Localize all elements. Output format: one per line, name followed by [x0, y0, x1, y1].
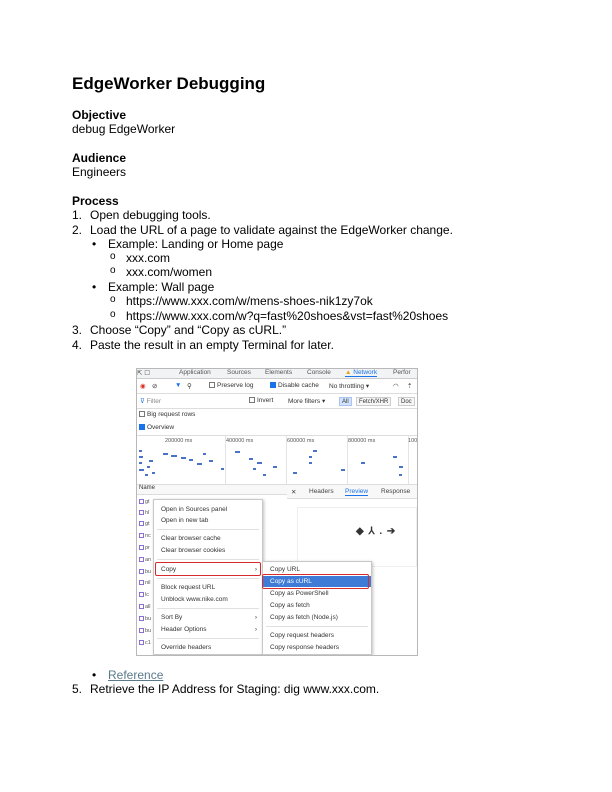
big-request-rows-option[interactable]	[137, 411, 417, 423]
tab-performance[interactable]: Perfor	[393, 369, 411, 376]
step-text: Retrieve the IP Address for Staging: dig www.xxx.com.	[90, 682, 380, 696]
menu-item-sort-label: Sort By	[161, 614, 183, 621]
timeline-bar	[209, 460, 213, 462]
record-icon[interactable]: ◉	[140, 383, 146, 390]
context-menu	[153, 499, 263, 655]
example-item: https://www.xxx.com/w?q=fast%20shoes&vst=fast%20shoes	[126, 309, 449, 323]
timeline-bar	[163, 453, 168, 455]
request-name: gt	[145, 499, 150, 505]
request-name: lc	[145, 592, 149, 598]
menu-item-copy-url[interactable]: Copy URL	[270, 566, 300, 573]
request-type-icon	[139, 510, 144, 515]
timeline-bar	[145, 474, 148, 476]
filter-input[interactable]	[140, 397, 161, 405]
request-row[interactable]	[139, 604, 151, 610]
timeline-tick: 800000 ms	[348, 438, 376, 444]
request-type-icon	[139, 616, 144, 621]
request-row[interactable]	[139, 521, 150, 527]
throttling-label: No throttling	[329, 383, 365, 390]
checkbox-icon	[249, 397, 255, 403]
menu-item-clear-cookies[interactable]: Clear browser cookies	[161, 547, 226, 554]
checkbox-checked-icon	[270, 382, 276, 388]
timeline-bar	[257, 462, 262, 464]
timeline-tick: 600000 ms	[287, 438, 315, 444]
request-row[interactable]	[139, 580, 151, 586]
filter-all-button[interactable]: All	[339, 397, 352, 406]
timeline-bar	[235, 451, 240, 453]
menu-divider	[157, 578, 259, 579]
audience-heading: Audience	[72, 151, 127, 165]
request-name: gt	[145, 521, 150, 527]
timeline-bar	[139, 469, 144, 471]
timeline-bar	[139, 450, 142, 452]
menu-item-override-headers[interactable]: Override headers	[161, 644, 212, 651]
request-type-icon	[139, 580, 144, 585]
filter-icon[interactable]: ▼	[175, 382, 182, 389]
step-number: 5.	[72, 682, 83, 696]
name-column-header[interactable]: Name	[137, 485, 287, 495]
timeline-bar	[197, 463, 202, 465]
menu-item-copy-as-fetch-node[interactable]: Copy as fetch (Node.js)	[270, 614, 338, 621]
menu-item-copy-as-fetch[interactable]: Copy as fetch	[270, 602, 310, 609]
request-row[interactable]	[139, 616, 151, 622]
step-text: Choose “Copy” and “Copy as cURL.”	[90, 323, 287, 337]
preserve-log-label: Preserve log	[217, 382, 254, 389]
invert-label: Invert	[257, 397, 274, 404]
request-row[interactable]	[139, 569, 151, 575]
menu-item-header-options[interactable]	[154, 624, 262, 635]
menu-item-copy-label: Copy	[161, 566, 177, 573]
search-icon[interactable]: ⚲	[187, 383, 192, 390]
timeline-bar	[253, 468, 256, 470]
audience-text: Engineers	[72, 165, 127, 179]
tab-inspect[interactable]: ⇱ ☐	[137, 370, 151, 377]
disable-cache-label: Disable cache	[278, 382, 319, 389]
request-type-icon	[139, 521, 144, 526]
copy-as-curl-highlight-outline	[262, 574, 369, 589]
request-detail-tabs	[287, 485, 417, 499]
request-name: pr	[145, 545, 150, 551]
timeline-bar	[171, 455, 177, 457]
menu-item-open-in-sources[interactable]: Open in Sources panel	[161, 506, 228, 513]
tab-network[interactable]	[345, 369, 377, 377]
menu-divider	[157, 608, 259, 609]
request-type-icon	[139, 545, 144, 550]
timeline-bar	[341, 469, 345, 471]
timeline-bar	[203, 453, 206, 455]
timeline-tick: 100	[408, 438, 418, 444]
tab-preview[interactable]: Preview	[345, 488, 369, 495]
circle-bullet-icon: o	[110, 251, 116, 262]
request-name: nil	[145, 580, 151, 586]
request-name: bu	[145, 616, 152, 622]
checkbox-icon	[209, 382, 215, 388]
tab-network-label: Network	[353, 369, 378, 376]
request-row[interactable]	[139, 592, 149, 598]
menu-item-copy-as-powershell[interactable]: Copy as PowerShell	[270, 590, 329, 597]
step-number: 2.	[72, 223, 83, 237]
request-row[interactable]	[139, 499, 150, 505]
request-type-icon	[139, 569, 144, 574]
tab-response[interactable]: Response	[381, 488, 411, 495]
request-name: hl	[145, 510, 150, 516]
circle-bullet-icon: o	[110, 294, 116, 305]
filter-doc-button[interactable]: Doc	[398, 397, 415, 406]
request-type-icon	[139, 557, 144, 562]
step-number: 4.	[72, 338, 83, 352]
timeline-bar	[147, 466, 150, 468]
request-row[interactable]	[139, 640, 151, 646]
request-type-icon	[139, 499, 144, 504]
menu-item-open-in-new-tab[interactable]: Open in new tab	[161, 517, 209, 524]
menu-item-sort-by[interactable]	[154, 612, 262, 623]
copy-highlight-outline	[155, 562, 261, 576]
request-name: c1	[145, 640, 151, 646]
example-item: xxx.com/women	[126, 265, 213, 279]
upload-icon[interactable]: ⇡	[407, 383, 413, 390]
timeline-bar	[139, 456, 143, 458]
timeline-bar	[293, 472, 297, 474]
request-row[interactable]	[139, 533, 151, 539]
menu-item-unblock[interactable]: Unblock www.nike.com	[161, 596, 228, 603]
network-toolbar	[137, 379, 417, 394]
bullet-icon: •	[92, 237, 97, 251]
timeline-tick: 200000 ms	[165, 438, 193, 444]
request-type-icon	[139, 533, 144, 538]
menu-divider	[266, 626, 368, 627]
timeline-bar	[249, 458, 253, 460]
close-icon[interactable]: ✕	[291, 489, 297, 496]
invert-checkbox[interactable]	[249, 397, 273, 404]
menu-divider	[157, 638, 259, 639]
circle-bullet-icon: o	[110, 265, 116, 276]
menu-divider	[157, 559, 259, 560]
tab-headers[interactable]: Headers	[309, 488, 334, 495]
request-row[interactable]	[139, 545, 150, 551]
menu-item-copy-request-headers[interactable]: Copy request headers	[270, 632, 334, 639]
tab-console[interactable]: Console	[307, 369, 331, 376]
request-name: bu	[145, 569, 152, 575]
menu-divider	[157, 529, 259, 530]
process-heading: Process	[72, 194, 119, 208]
step-text: Load the URL of a page to validate against the EdgeWorker change.	[90, 223, 453, 237]
timeline-bar	[152, 472, 155, 474]
circle-bullet-icon: o	[110, 309, 116, 320]
network-overview-timeline[interactable]	[137, 435, 417, 485]
checkbox-icon	[139, 411, 145, 417]
reference-link[interactable]: Reference	[108, 668, 164, 682]
request-name: an	[145, 557, 152, 563]
timeline-bar	[313, 450, 317, 452]
chevron-right-icon: ›	[254, 566, 257, 573]
tab-elements[interactable]: Elements	[265, 369, 293, 376]
request-name: all	[145, 604, 151, 610]
timeline-bar	[181, 457, 186, 459]
timeline-bar	[273, 466, 277, 468]
menu-item-header-options-label: Header Options	[161, 626, 207, 633]
objective-heading: Objective	[72, 108, 127, 122]
preserve-log-checkbox[interactable]	[209, 382, 254, 389]
warning-icon: ▲	[345, 369, 352, 376]
overview-label: Overview	[147, 424, 175, 431]
request-name: bu	[145, 628, 152, 634]
request-row[interactable]	[139, 557, 151, 563]
request-row[interactable]	[139, 510, 149, 516]
step-number: 1.	[72, 208, 83, 222]
example-label: Example: Landing or Home page	[108, 237, 284, 251]
timeline-bar	[139, 462, 142, 464]
tab-sources[interactable]: Sources	[227, 369, 251, 376]
request-type-icon	[139, 592, 144, 597]
filter-placeholder: Filter	[146, 398, 162, 405]
example-item: xxx.com	[126, 251, 171, 265]
preview-pane	[297, 507, 417, 567]
timeline-bar	[189, 459, 193, 461]
request-type-icon	[139, 628, 144, 633]
timeline-tick: 400000 ms	[226, 438, 254, 444]
bullet-icon: •	[92, 280, 97, 294]
request-type-icon	[139, 640, 144, 645]
timeline-bar	[149, 460, 153, 462]
brand-logo-preview: ◆ ⅄ . ➔	[356, 526, 397, 537]
example-label: Example: Wall page	[108, 280, 215, 294]
step-text: Open debugging tools.	[90, 208, 211, 222]
tab-application[interactable]: Application	[179, 369, 211, 376]
request-name: nc	[145, 533, 151, 539]
example-item: https://www.xxx.com/w/mens-shoes-nik1zy7ok	[126, 294, 373, 308]
network-filter-bar	[137, 394, 417, 409]
clear-icon[interactable]: ⊘	[152, 383, 158, 390]
request-row[interactable]	[139, 628, 151, 634]
filter-funnel-icon: ⊽	[140, 398, 145, 405]
filter-fetch-button[interactable]: Fetch/XHR	[356, 397, 391, 406]
request-type-icon	[139, 604, 144, 609]
checkbox-checked-icon	[139, 424, 145, 430]
timeline-bar	[309, 456, 312, 458]
timeline-bar	[399, 474, 402, 476]
step-text: Paste the result in an empty Terminal for later.	[90, 338, 334, 352]
timeline-bar	[309, 462, 312, 464]
step-number: 3.	[72, 323, 83, 337]
timeline-bar	[221, 468, 224, 470]
timeline-bar	[361, 462, 365, 464]
page-title: EdgeWorker Debugging	[72, 74, 266, 93]
timeline-bar	[399, 466, 403, 468]
more-filters-dropdown[interactable]: More filters ▾	[288, 398, 326, 405]
menu-item-clear-cache[interactable]: Clear browser cache	[161, 535, 221, 542]
timeline-bar	[263, 474, 266, 476]
menu-item-copy-response-headers[interactable]: Copy response headers	[270, 644, 340, 651]
wifi-icon[interactable]: ◠	[393, 383, 399, 390]
chevron-right-icon: ›	[254, 626, 257, 633]
menu-item-block-url[interactable]: Block request URL	[161, 584, 216, 591]
menu-item-copy-as-curl[interactable]: Copy as cURL	[263, 576, 371, 587]
timeline-bar	[393, 456, 397, 458]
devtools-screenshot	[136, 368, 418, 656]
objective-text: debug EdgeWorker	[72, 122, 176, 136]
chevron-right-icon: ›	[254, 614, 257, 621]
bullet-icon: •	[92, 668, 97, 682]
big-request-rows-label: Big request rows	[147, 411, 196, 418]
disable-cache-checkbox[interactable]	[270, 382, 319, 389]
throttling-select[interactable]: No throttling ▾	[329, 383, 370, 390]
devtools-tab-bar	[137, 369, 417, 379]
